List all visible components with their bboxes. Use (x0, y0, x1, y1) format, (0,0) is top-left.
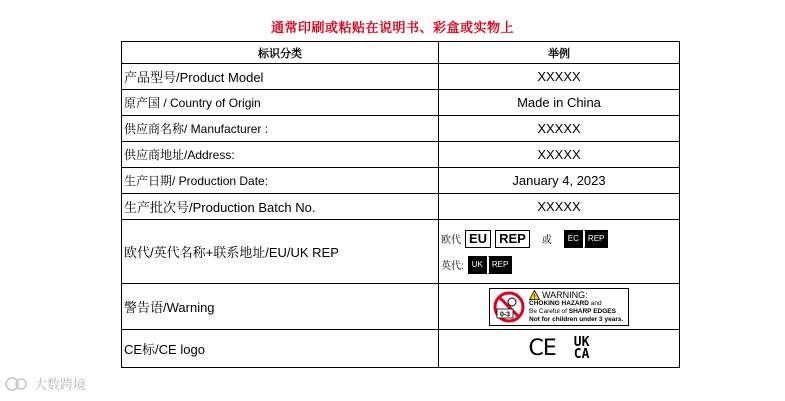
row-value: XXXXX (439, 64, 680, 90)
header-category: 标识分类 (122, 42, 439, 64)
ukca-uk: UK (573, 334, 590, 350)
table-row (122, 142, 680, 168)
row-label: 供应商名称/ Manufacturer : (122, 116, 439, 142)
table-header-row (122, 42, 680, 64)
age-warning: Not for children under 3 years. (529, 315, 624, 323)
ce-logo: CE (528, 336, 556, 361)
eu-rep-box: REP (495, 230, 530, 248)
eu-prefix: 欧代 (441, 235, 461, 246)
row-value: XXXXX (439, 194, 680, 220)
row-label: 生产日期/ Production Date: (122, 168, 439, 194)
row-value: Made in China (439, 90, 680, 116)
uk-rep-box: REP (488, 256, 512, 274)
row-value: XXXXX (439, 116, 680, 142)
eu-box: EU (465, 230, 491, 248)
no-under-3-icon (493, 291, 525, 323)
ec-box: EC (564, 230, 583, 248)
ec-rep-box: REP (584, 230, 608, 248)
table-row (122, 64, 680, 90)
label-spec-table (121, 41, 680, 368)
age-text: 0-3 (499, 311, 511, 318)
watermark (4, 374, 86, 393)
choking-and: and (590, 299, 602, 307)
uk-prefix: 英代: (441, 261, 464, 272)
warning-title: WARNING: (542, 289, 588, 300)
or-text: 或 (541, 235, 552, 246)
brand-logo-icon (4, 376, 30, 392)
choking-hazard: CHOKING HAZARD (529, 299, 589, 307)
svg-text:!: ! (533, 294, 536, 300)
warning-cell (439, 284, 680, 330)
table-row (122, 90, 680, 116)
warning-triangle-icon (529, 290, 540, 300)
uk-box: UK (468, 256, 487, 274)
warning-label (489, 288, 629, 326)
header-example: 举例 (439, 42, 680, 64)
table-row-ce (122, 330, 680, 368)
watermark-text: 大数跨境 (34, 377, 87, 392)
row-label: 供应商地址/Address: (122, 142, 439, 168)
rep-symbols (439, 220, 680, 284)
row-value: XXXXX (439, 142, 680, 168)
table-row (122, 116, 680, 142)
row-label: 生产批次号/Production Batch No. (122, 194, 439, 220)
careful-text: Be Careful of (529, 307, 567, 315)
ukca-logo (573, 334, 590, 362)
sharp-edges: SHARP EDGES (568, 307, 616, 315)
row-label: 警告语/Warning (122, 284, 439, 330)
row-label: 欧代/英代名称+联系地址/EU/UK REP (122, 220, 439, 284)
table-row-warning (122, 284, 680, 330)
ukca-ca: CA (573, 346, 590, 362)
table-row-rep (122, 220, 680, 284)
table-row (122, 194, 680, 220)
row-label: CE标/CE logo (122, 330, 439, 368)
ce-logos-cell (439, 330, 680, 368)
row-label: 产品型号/Product Model (122, 64, 439, 90)
row-value: January 4, 2023 (439, 168, 680, 194)
table-row (122, 168, 680, 194)
row-label: 原产国 / Country of Origin (122, 90, 439, 116)
page-heading: 通常印刷或粘贴在说明书、彩盒或实物上 (270, 20, 514, 35)
